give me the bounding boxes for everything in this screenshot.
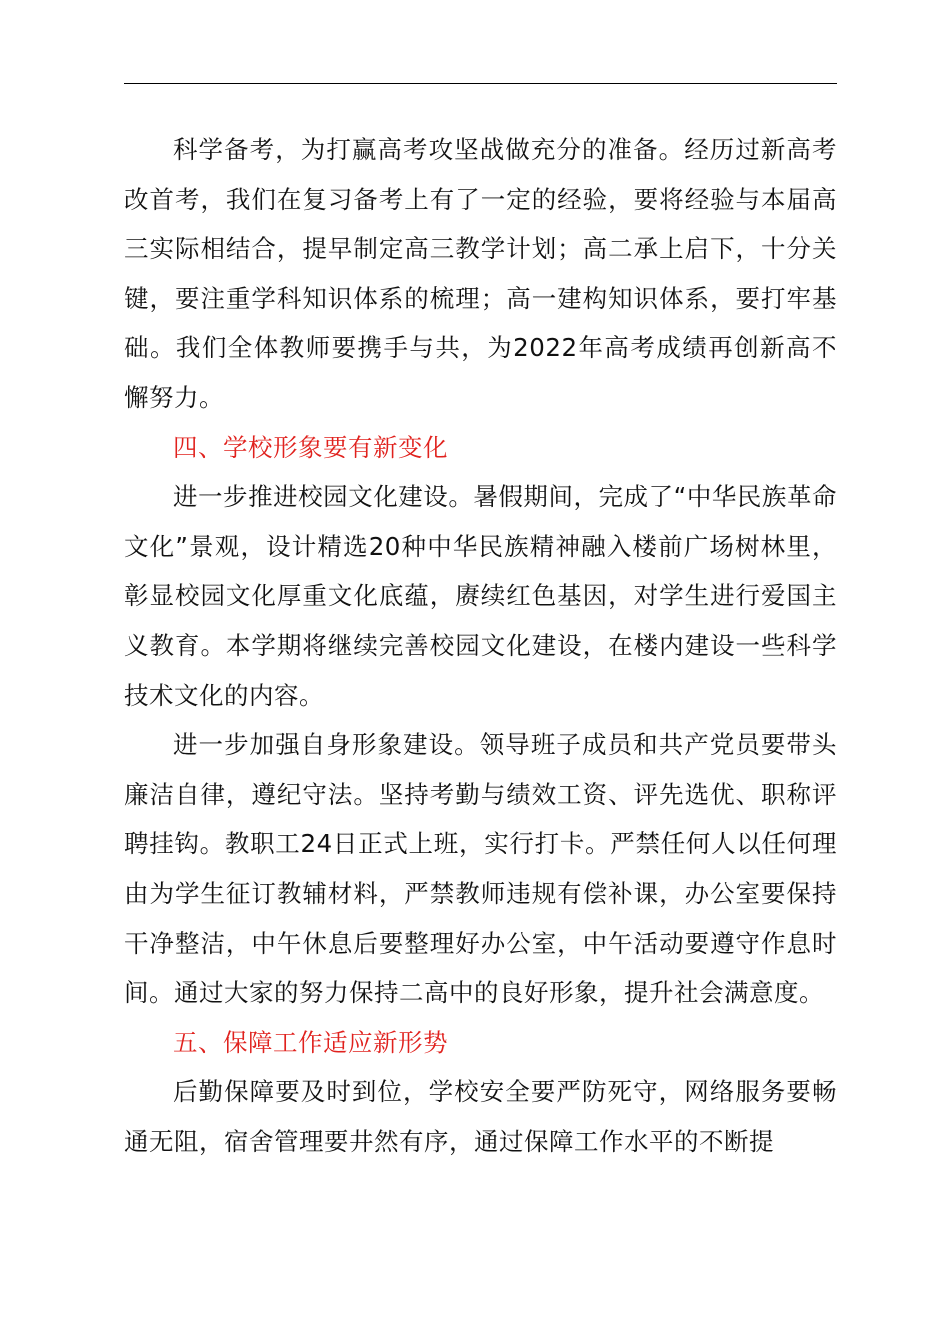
paragraph-self-image: 进一步加强自身形象建设。领导班子成员和共产党员要带头廉洁自律，遵纪守法。坚持考勤与绩效工资、评先选优、职称评聘挂钩。教职工24日正式上班，实行打卡。严禁任何人以任何理由为学生征订教辅材料，严禁教师违规有偿补课，办公室要保持干净整洁，中午休息后要整理好办公室，中午活动要遵守作息时间。通过大家的努力保持二高中的良好形象，提升社会满意度。: [124, 730, 837, 1008]
paragraph-exam-prep: 科学备考，为打赢高考攻坚战做充分的准备。经历过新高考改首考，我们在复习备考上有了一定的经验，要将经验与本届高三实际相结合，提早制定高三教学计划；高二承上启下，十分关键，要注重学科知识体系的梳理；高一建构知识体系，要打牢基础。我们全体教师要携手与共，为2022年高考成绩再创新高不懈努力。: [124, 135, 837, 412]
header-rule: [124, 83, 837, 84]
paragraph-campus-culture: 进一步推进校园文化建设。暑假期间，完成了“中华民族革命文化”景观，设计精选20种中华民族精神融入楼前广场树林里，彰显校园文化厚重文化底蕴，赓续红色基因，对学生进行爱国主义教育。本学期将继续完善校园文化建设，在楼内建设一些科学技术文化的内容。: [124, 482, 837, 710]
section-heading-school-image: 四、学校形象要有新变化: [173, 432, 448, 462]
document-body: [124, 125, 837, 1166]
section-heading-support-work: 五、保障工作适应新形势: [173, 1027, 448, 1057]
paragraph-logistics: 后勤保障要及时到位，学校安全要严防死守，网络服务要畅通无阻，宿舍管理要井然有序，通过保障工作水平的不断提: [124, 1077, 837, 1156]
